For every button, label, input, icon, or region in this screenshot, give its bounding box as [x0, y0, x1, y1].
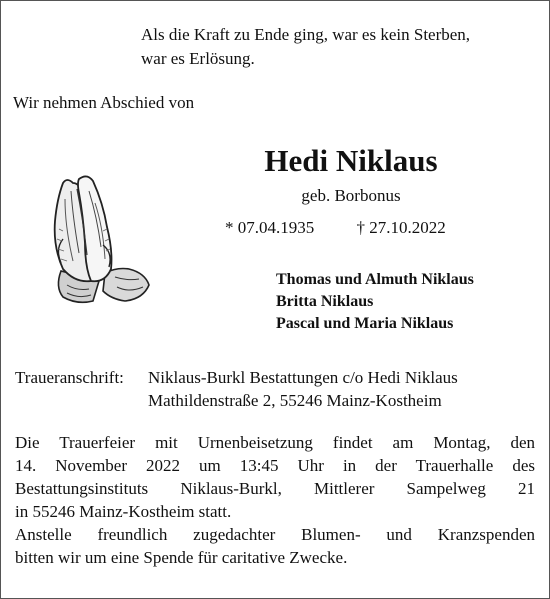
quote-line: war es Erlösung.	[141, 49, 255, 68]
service-line: in 55246 Mainz-Kostheim statt.	[15, 502, 232, 521]
memorial-quote	[141, 23, 541, 71]
service-line: bitten wir um eine Spende für caritative Zwecke.	[15, 548, 348, 567]
service-line: Die Trauerfeier mit Urnenbeisetzung findet am Montag, den	[15, 433, 535, 452]
praying-hands-icon	[33, 169, 153, 309]
service-details	[15, 431, 535, 569]
service-line: Anstelle freundlich zugedachter Blumen- und Kranzspenden	[15, 525, 535, 544]
address-label: Traueranschrift:	[15, 368, 124, 387]
mourning-address	[15, 366, 458, 412]
birth-name: geb. Borbonus	[301, 186, 401, 205]
quote-line: Als die Kraft zu Ende ging, war es kein Sterben,	[141, 25, 471, 44]
address-line: Niklaus-Burkl Bestattungen c/o Hedi Niklaus	[148, 368, 458, 387]
mourner-name: Britta Niklaus	[276, 293, 374, 310]
death-date: † 27.10.2022	[356, 218, 446, 237]
address-line: Mathildenstraße 2, 55246 Mainz-Kostheim	[148, 391, 442, 410]
life-dates	[225, 216, 446, 240]
mourner-name: Thomas und Almuth Niklaus	[276, 271, 474, 288]
mourner-name: Pascal und Maria Niklaus	[276, 315, 454, 332]
farewell-intro: Wir nehmen Abschied von	[13, 93, 195, 112]
mourners-list	[276, 269, 474, 335]
birth-date: * 07.04.1935	[225, 218, 315, 237]
service-line: Bestattungsinstituts Niklaus-Burkl, Mittlerer Sampelweg 21	[15, 479, 535, 498]
deceased-name: Hedi Niklaus	[264, 143, 438, 178]
service-line: 14. November 2022 um 13:45 Uhr in der Trauerhalle des	[15, 456, 535, 475]
